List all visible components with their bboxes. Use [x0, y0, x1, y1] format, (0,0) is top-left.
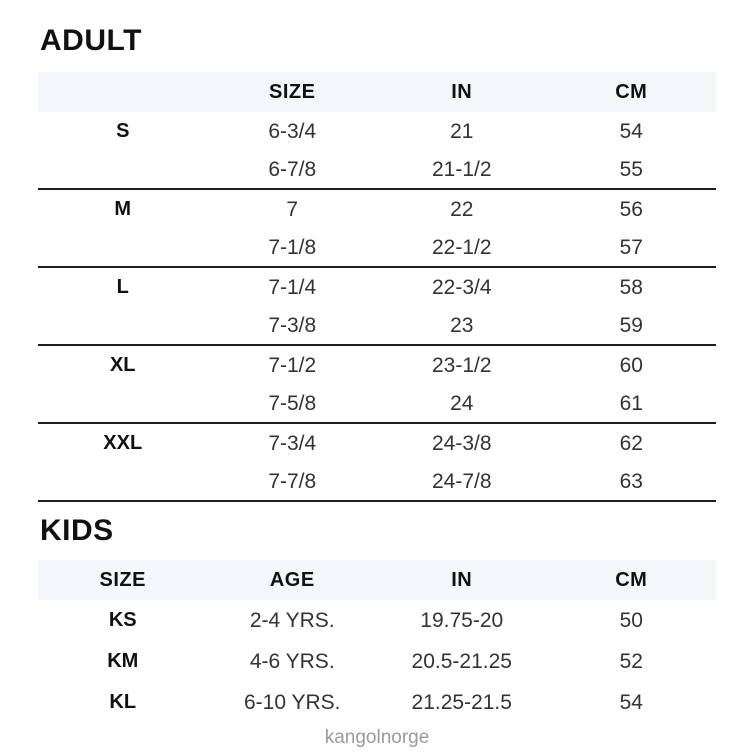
size-group-label: XXL: [103, 432, 143, 454]
age-range-value: 6-10 YRS.: [244, 690, 341, 714]
adult-table-row: [38, 112, 716, 151]
adult-table-row: [38, 463, 716, 502]
kids-size-label: KS: [108, 609, 137, 631]
inches-value: 24: [450, 391, 474, 415]
size-group-label: M: [114, 198, 132, 220]
adult-table-row: [38, 424, 716, 463]
cm-value: 57: [619, 235, 643, 259]
kids-header-cm: CM: [615, 568, 648, 591]
cm-value: 62: [619, 431, 643, 455]
inches-value: 22-1/2: [431, 235, 492, 259]
adult-header-in: IN: [451, 80, 473, 103]
hat-size-value: 7: [286, 197, 299, 221]
adult-table-row: [38, 229, 716, 268]
cm-value: 54: [619, 690, 643, 714]
hat-size-value: 7-5/8: [268, 391, 317, 415]
adult-table-body: [38, 112, 716, 502]
hat-size-value: 7-3/8: [268, 313, 317, 337]
cm-value: 59: [619, 313, 643, 337]
kids-size-label: KL: [109, 691, 137, 713]
size-group-label: XL: [109, 354, 136, 376]
inches-value: 21.25-21.5: [411, 690, 512, 714]
kids-section-title: KIDS: [40, 514, 114, 547]
cm-value: 61: [619, 391, 643, 415]
kids-table-body: [38, 600, 716, 723]
cm-value: 60: [619, 353, 643, 377]
hat-size-value: 6-3/4: [268, 119, 317, 143]
kids-header-in: IN: [451, 568, 473, 591]
cm-value: 56: [619, 197, 643, 221]
hat-size-value: 7-1/4: [268, 275, 317, 299]
inches-value: 19.75-20: [420, 608, 504, 632]
adult-header-cm: CM: [615, 80, 648, 103]
brand-footer-text: kangolnorge: [324, 727, 430, 748]
cm-value: 55: [619, 157, 643, 181]
inches-value: 21-1/2: [431, 157, 492, 181]
inches-value: 23-1/2: [431, 353, 492, 377]
inches-value: 23: [450, 313, 474, 337]
hat-size-value: 7-1/2: [268, 353, 317, 377]
hat-size-value: 7-7/8: [268, 469, 317, 493]
cm-value: 63: [619, 469, 643, 493]
hat-size-value: 6-7/8: [268, 157, 317, 181]
inches-value: 24-7/8: [431, 469, 492, 493]
kids-table-row: [38, 600, 716, 641]
cm-value: 58: [619, 275, 643, 299]
kids-table-row: [38, 682, 716, 723]
kids-header-age: AGE: [269, 568, 315, 591]
inches-value: 24-3/8: [431, 431, 492, 455]
hat-size-value: 7-3/4: [268, 431, 317, 455]
hat-size-value: 7-1/8: [268, 235, 317, 259]
kids-header-size: SIZE: [99, 568, 146, 591]
inches-value: 22: [450, 197, 474, 221]
kids-size-section: [38, 514, 716, 723]
kids-table-row: [38, 641, 716, 682]
adult-table-row: [38, 190, 716, 229]
inches-value: 20.5-21.25: [411, 649, 512, 673]
adult-table-header-row: [38, 72, 716, 112]
kids-table-header-row: [38, 560, 716, 600]
adult-section-title: ADULT: [40, 24, 142, 57]
inches-value: 22-3/4: [431, 275, 492, 299]
adult-table-row: [38, 268, 716, 307]
adult-size-section: [38, 24, 716, 502]
adult-table-row: [38, 385, 716, 424]
size-group-label: L: [116, 276, 129, 298]
size-group-label: S: [116, 120, 130, 142]
cm-value: 50: [619, 608, 643, 632]
kids-size-label: KM: [107, 650, 139, 672]
age-range-value: 2-4 YRS.: [249, 608, 335, 632]
age-range-value: 4-6 YRS.: [249, 649, 335, 673]
adult-header-size: SIZE: [269, 80, 316, 103]
inches-value: 21: [450, 119, 474, 143]
cm-value: 52: [619, 649, 643, 673]
adult-table-row: [38, 151, 716, 190]
adult-table-row: [38, 307, 716, 346]
adult-table-row: [38, 346, 716, 385]
cm-value: 54: [619, 119, 643, 143]
